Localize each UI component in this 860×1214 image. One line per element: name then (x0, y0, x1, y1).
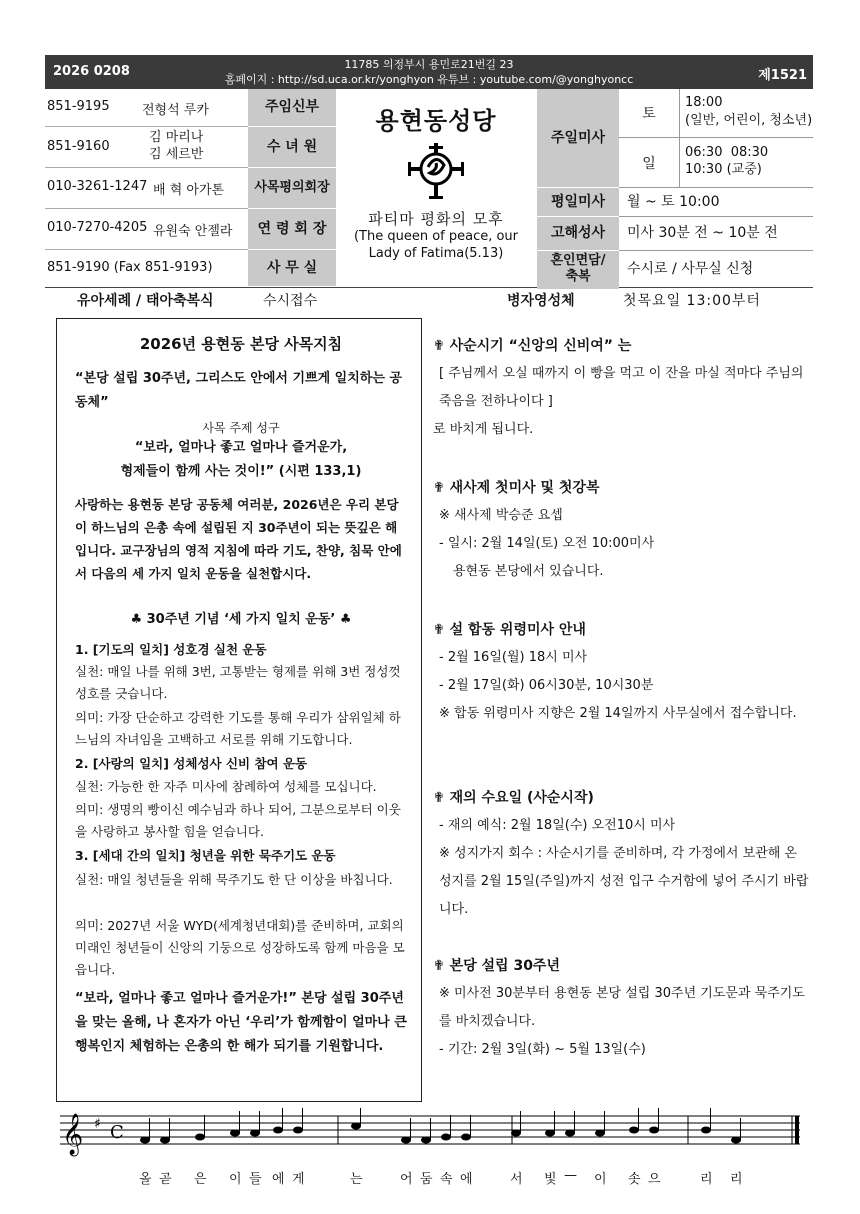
notice-title: ✟ 사순시기 “신앙의 신비여” 는 (433, 338, 632, 354)
item1-practice: 실천: 매일 나를 위해 3번, 고통받는 형제를 위해 3번 정성껏 성호를 긋습니다. (75, 664, 401, 701)
svg-text:𝄞: 𝄞 (62, 1114, 84, 1155)
saturday-mass (619, 89, 813, 138)
baptism-value: 수시접수 (263, 293, 318, 309)
contact-name: 유원숙 안젤라 (153, 224, 233, 239)
item2-meaning: 의미: 생명의 빵이신 예수님과 하나 되어, 그분으로부터 이웃을 사랑하고 봉사할 힘을 얻습니다. (75, 802, 401, 839)
music-note (565, 1130, 575, 1137)
notice-line: ※ 새사제 박승준 요셉 (439, 508, 563, 523)
baptism-label: 유아세례 / 태아축복식 (77, 293, 214, 309)
role-label: 수 녀 원 (248, 127, 336, 168)
weekday-mass-value: 월 ~ 토 10:00 (619, 188, 813, 217)
lyric-syllable: 곧 (159, 1172, 172, 1187)
notice-memorial-mass (433, 616, 813, 728)
notice-line: ※ 성지가지 회수 : 사순시기를 준비하며, 각 가정에서 보관해 온 성지를 2월 15일(주일)까지 성전 입구 수거함에 넣어 주시기 바랍니다. (439, 846, 809, 917)
cross-icon: ✟ (433, 480, 450, 496)
info-table (45, 89, 813, 288)
notice-line: ※ 합동 위령미사 지향은 2월 14일까지 사무실에서 접수합니다. (439, 706, 797, 721)
confession-value: 미사 30분 전 ~ 10분 전 (619, 217, 813, 251)
item2-title: 2. [사랑의 일치] 성체성사 신비 참여 운동 (75, 756, 308, 771)
sick-communion-value: 첫목요일 13:00부터 (623, 293, 761, 309)
music-note (273, 1127, 283, 1134)
item3-title: 3. [세대 간의 일치] 청년을 위한 묵주기도 운동 (75, 848, 336, 863)
lyric-syllable: 솟 (628, 1172, 641, 1187)
lyric-syllable: 는 (350, 1172, 363, 1187)
lyric-syllable: 빛 (544, 1172, 557, 1187)
lyric-syllable: 올 (139, 1172, 152, 1187)
sat-day: 토 (642, 106, 656, 122)
header-bar (45, 55, 813, 89)
notice-30th-anniversary (433, 952, 813, 1064)
sat-times: 18:00 (일반, 어린이, 청소년) (685, 95, 813, 128)
music-note (230, 1130, 240, 1137)
music-note (595, 1130, 605, 1137)
guideline-motto: “본당 설립 30주년, 그리스도 안에서 기쁘게 일치하는 공동체” (75, 371, 402, 410)
lyric-syllable: 이 (594, 1172, 607, 1187)
role-label: 사목평의회장 (248, 168, 336, 209)
notice-line: - 기간: 2월 3일(화) ~ 5월 13일(수) (439, 1042, 646, 1057)
church-subtitle (337, 211, 535, 262)
confession-label: 고해성사 (537, 217, 619, 251)
contact-name: 전형석 루카 (142, 103, 209, 118)
lyrics-line (60, 1168, 800, 1188)
sick-communion-label: 병자영성체 (507, 293, 575, 309)
role-label: 사 무 실 (248, 250, 336, 287)
item3-meaning: 의미: 2027년 서울 WYD(세계청년대회)를 준비하며, 교회의 미래인 청년들이 신앙의 기둥으로 성장하도록 함께 마음을 모읍니다. (75, 918, 405, 977)
theme-verse-line1: “보라, 얼마나 좋고 얼마나 즐거운가, (134, 440, 348, 455)
contact-phone: 851-9160 (47, 139, 110, 154)
notice-ash-wednesday (433, 784, 813, 924)
staff-notation (60, 1108, 800, 1164)
svg-text:♯: ♯ (94, 1116, 101, 1132)
music-note (195, 1134, 205, 1141)
header-address-block (45, 57, 813, 87)
music-note (461, 1134, 471, 1141)
notice-new-priest (433, 474, 813, 586)
music-note (731, 1137, 741, 1144)
issue-number: 제1521 (758, 68, 807, 83)
music-note (701, 1127, 711, 1134)
lyric-syllable: 어 (400, 1172, 413, 1187)
notice-title: ✟ 재의 수요일 (사순시작) (433, 790, 594, 806)
contact-phone: 851-9195 (47, 99, 110, 114)
notice-line: ※ 미사전 30분부터 용현동 본당 설립 30주년 기도문과 묵주기도를 바치겠습니다. (439, 986, 805, 1029)
lyric-syllable: 들 (249, 1172, 262, 1187)
notice-title: ✟ 설 합동 위령미사 안내 (433, 622, 586, 638)
contact-name: 김 마리나 김 세르반 (149, 130, 204, 162)
campaign-title: ♣ 30주년 기념 ‘세 가지 일치 운동’ ♣ (130, 612, 352, 627)
theme-verse-line2: 형제들이 함께 사는 것이!” (시편 133,1) (120, 464, 362, 479)
contact-phone: 851-9190 (Fax 851-9193) (47, 260, 213, 275)
guideline-title: 2026년 용현동 본당 사목지침 (139, 335, 343, 353)
music-note (441, 1134, 451, 1141)
item2-practice: 실천: 가능한 한 자주 미사에 참례하여 성체를 모십니다. (75, 779, 377, 794)
music-note (140, 1137, 150, 1144)
music-note (293, 1127, 303, 1134)
notice-line: 용현동 본당에서 있습니다. (453, 564, 604, 579)
notice-line: - 일시: 2월 14일(토) 오전 10:00미사 (439, 536, 655, 551)
theme-verse-label: 사목 주제 성구 (202, 421, 280, 435)
item1-meaning: 의미: 가장 단순하고 강력한 기도를 통해 우리가 삼위일체 하느님의 자녀임을 고백하고 서로를 위해 기도합니다. (75, 710, 401, 747)
role-label: 주임신부 (248, 89, 336, 127)
lyric-syllable: 으 (648, 1172, 661, 1187)
music-note (351, 1123, 361, 1130)
contact-phone: 010-7270-4205 (47, 220, 148, 235)
notice-line: - 재의 예식: 2월 18일(수) 오전10시 미사 (439, 818, 676, 833)
sun-day: 일 (642, 156, 656, 172)
lyric-syllable: 에 (460, 1172, 473, 1187)
lyric-syllable: 게 (292, 1172, 305, 1187)
notice-title: ✟ 본당 설립 30주년 (433, 958, 560, 974)
notice-line: 로 바치게 됩니다. (433, 422, 534, 437)
sunday-mass-label: 주일미사 (537, 89, 619, 188)
sunday-mass (619, 138, 813, 188)
weekday-mass-label: 평일미사 (537, 188, 619, 217)
lyric-syllable: 이 (229, 1172, 242, 1187)
music-note (545, 1130, 555, 1137)
contact-name: 배 혁 아가톤 (153, 183, 225, 198)
lyric-syllable: 리 (730, 1172, 743, 1187)
lyric-syllable: — (564, 1168, 577, 1183)
marriage-value: 수시로 / 사무실 신청 (627, 261, 754, 277)
church-title: 용현동성당 (375, 107, 497, 135)
contact-phone: 010-3261-1247 (47, 179, 148, 194)
music-note (629, 1127, 639, 1134)
lyric-syllable: 리 (700, 1172, 713, 1187)
music-note (160, 1137, 170, 1144)
notice-line: - 2월 16일(월) 18시 미사 (439, 650, 588, 665)
notice-line: - 2월 17일(화) 06시30분, 10시30분 (439, 678, 654, 693)
cross-icon: ✟ (433, 338, 450, 354)
guideline-intro: 사랑하는 용현동 본당 공동체 여러분, 2026년은 우리 본당이 하느님의 은총 속에 설립된 지 30주년이 되는 뜻깊은 해입니다. 교구장님의 영적 지침에 따라 기도, 찬양, 침묵 안에서 다음의 세 가지 일치 운동을 실천합시다. (75, 497, 402, 581)
svg-text:C: C (110, 1122, 124, 1143)
music-note (511, 1130, 521, 1137)
item3-practice: 실천: 매일 청년들을 위해 묵주기도 한 단 이상을 바칩니다. (75, 872, 393, 887)
cross-icon: ✟ (433, 622, 450, 638)
music-note (649, 1127, 659, 1134)
marriage-label: 혼인면담/ 축복 (537, 251, 619, 290)
lyric-syllable: 은 (194, 1172, 207, 1187)
guideline-closing: “보라, 얼마나 좋고 얼마나 즐거운가!” 본당 설립 30주년을 맞는 올해, 나 혼자가 아닌 ‘우리’가 함께함이 얼마나 큰 행복인지 체험하는 은총의 한 해가 되기를 기원합니다. (75, 991, 407, 1054)
sun-times: 06:30 08:30 10:30 (교중) (685, 145, 769, 177)
lyric-syllable: 둠 (420, 1172, 433, 1187)
notice-lent-acclamation (433, 332, 813, 444)
pastoral-guideline-box (56, 318, 422, 1102)
music-staff (60, 1108, 800, 1194)
music-note (421, 1137, 431, 1144)
lyric-syllable: 서 (510, 1172, 523, 1187)
cross-icon: ✟ (433, 790, 450, 806)
lyric-syllable: 에 (272, 1172, 285, 1187)
church-address: 11785 의정부시 용민로21번길 23 (344, 58, 514, 71)
church-logo-icon (408, 141, 464, 203)
music-note (401, 1137, 411, 1144)
role-label: 연 령 회 장 (248, 209, 336, 250)
issue-date: 2026 0208 (53, 64, 130, 79)
patron-title-en: (The queen of peace, our Lady of Fatima(5.13) (353, 229, 519, 261)
church-web-links[interactable]: 홈페이지 : http://sd.uca.or.kr/yonghyon 유튜브 : youtube.com/@yonghyoncc (224, 73, 634, 86)
music-note (250, 1130, 260, 1137)
notice-line: [ 주님께서 오실 때까지 이 빵을 먹고 이 잔을 마실 적마다 주님의 죽음을 전하나이다 ] (439, 366, 804, 409)
sacrament-strip (45, 288, 813, 310)
lyric-syllable: 속 (440, 1172, 453, 1187)
patron-title: 파티마 평화의 모후 (368, 210, 504, 228)
cross-icon: ✟ (433, 958, 450, 974)
item1-title: 1. [기도의 일치] 성호경 실천 운동 (75, 642, 267, 657)
notice-title: ✟ 새사제 첫미사 및 첫강복 (433, 480, 600, 496)
